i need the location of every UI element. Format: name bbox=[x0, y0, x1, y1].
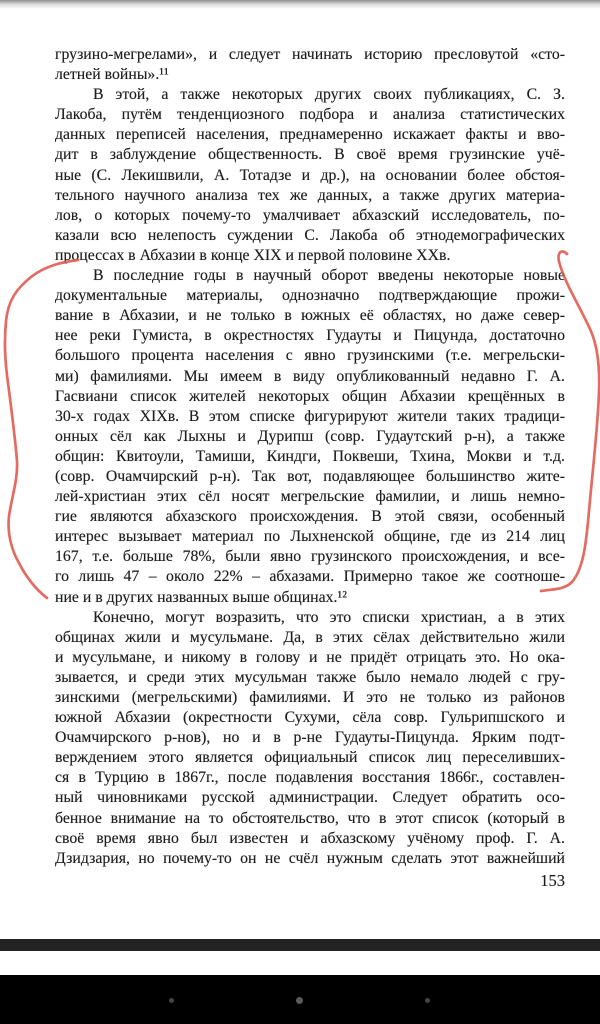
text-line: Лакоба, путём тенденциозного подбора и анализа статистических bbox=[55, 106, 565, 124]
nav-right-dot-icon[interactable] bbox=[425, 998, 430, 1003]
text-line: В этой, а также некоторых других своих публикациях, С. З. bbox=[93, 86, 565, 104]
reader-toolbar-strip bbox=[0, 939, 600, 951]
text-line: ся в Турцию в 1867г., после подавления восстания 1866г., составлен- bbox=[55, 769, 565, 787]
text-line: зывается, и среди этих мусульман также было немало людей с гру- bbox=[55, 668, 565, 686]
text-line: данных переписей населения, преднамеренно искажает факты и вво- bbox=[55, 126, 565, 144]
text-line: ние и в других названных выше общинах.¹² bbox=[55, 588, 347, 606]
text-line: Гасвиани список жителей некоторых общин Абхазии крещённых в bbox=[55, 387, 565, 405]
text-line: процессах в Абхазии в конце XIX и первой половине ХХв. bbox=[55, 246, 451, 264]
text-line: бенное внимание на то обстоятельство, что в этот список (который в bbox=[55, 809, 565, 827]
text-line: 30-х годах XIXв. В этом списке фигурируют жители таких традици- bbox=[55, 407, 565, 425]
android-navigation-bar bbox=[0, 975, 600, 1024]
text-line: верждением этого является официальный список лиц переселивших- bbox=[55, 749, 565, 767]
text-line: казали всю нелепость суждении С. Лакоба об этнодемографических bbox=[55, 226, 565, 244]
text-line: зинскими (мегрельскими) фамилиями. И это не только из районов bbox=[55, 689, 565, 706]
text-line: интерес вызывает материал по Лыхненской общине, где из 214 лиц bbox=[55, 528, 565, 546]
text-line: Конечно, могут возразить, что это списки христиан, а в этих bbox=[93, 608, 565, 626]
text-line: 167, т.е. больше 78%, были явно грузинского происхождения, и все- bbox=[55, 548, 565, 566]
text-line: ный чиновниками русской администрации. Следует обратить осо- bbox=[55, 789, 565, 807]
text-line: го лишь 47 – около 22% – абхазами. Примерно такое же соотноше- bbox=[55, 568, 565, 586]
text-line: грузино-мегрелами», и следует начинать историю пресловутой «сто- bbox=[55, 46, 565, 63]
page-number: 153 bbox=[540, 871, 565, 890]
text-line: летней войны».¹¹ bbox=[55, 66, 169, 84]
text-line: лов, о которых почему-то умалчивает абхазский исследователь, по- bbox=[55, 206, 565, 224]
page-text bbox=[55, 45, 565, 869]
text-line: вание в Абхазии, и не только в южных её областях, но даже север- bbox=[55, 307, 565, 325]
nav-left-dot-icon[interactable] bbox=[169, 998, 174, 1003]
text-line: общин: Квитоули, Тамиши, Киндги, Поквеши, Тхина, Мокви и т.д. bbox=[55, 447, 565, 465]
nav-home-dot-icon[interactable] bbox=[296, 997, 303, 1004]
text-line: В последние годы в научный оборот введены некоторые новые bbox=[93, 267, 565, 285]
text-line: тельного научного анализа тех же данных, а также других материа- bbox=[55, 186, 565, 204]
text-line: онных сёл как Лыхны и Дурипш (совр. Гудаутский р-н), а также bbox=[55, 427, 565, 445]
text-line: Очамчирского р-нов), но и в р-не Гудауты-Пицунда. Ярким подт- bbox=[55, 729, 565, 747]
text-line: дит в заблуждение общественность. В своё время грузинские учё- bbox=[55, 146, 565, 164]
text-line: (совр. Очамчирский р-н). Так вот, подавляющее большинство жите- bbox=[55, 467, 565, 485]
text-line: Дзидзария, но почему-то он не счёл нужным сделать этот важнейший bbox=[55, 849, 565, 867]
text-line: большого процента населения с явно грузинскими (т.е. мегрельски- bbox=[55, 347, 565, 365]
text-line: документальные материалы, однозначно подтверждающие прожи- bbox=[55, 287, 565, 305]
text-line: своё время явно был известен и абхазскому учёному проф. Г. А. bbox=[55, 829, 565, 847]
status-bar-shadow bbox=[0, 0, 600, 9]
text-line: общинах жили и мусульмане. Да, в этих сёлах действительно жили bbox=[55, 628, 565, 646]
text-line: гие являются абхазского происхождения. В этой связи, особенный bbox=[55, 508, 565, 526]
text-line: нее реки Гумиста, в окрестностях Гудауты и Пицунда, достаточно bbox=[55, 327, 565, 345]
text-line: ми) фамилиями. Мы имеем в виду опубликованный недавно Г. А. bbox=[55, 367, 565, 385]
text-line: лей-христиан этих сёл носят мегрельские фамилии, и лишь немно- bbox=[55, 488, 565, 506]
text-line: и мусульмане, и никому в голову и не придёт отрицать это. Но ока- bbox=[55, 648, 565, 666]
text-line: ные (С. Лекишвили, А. Тотадзе и др.), на основании более обстоя- bbox=[55, 166, 565, 184]
text-line: южной Абхазии (окрестности Сухуми, сёла совр. Гульрипшского и bbox=[55, 709, 565, 727]
